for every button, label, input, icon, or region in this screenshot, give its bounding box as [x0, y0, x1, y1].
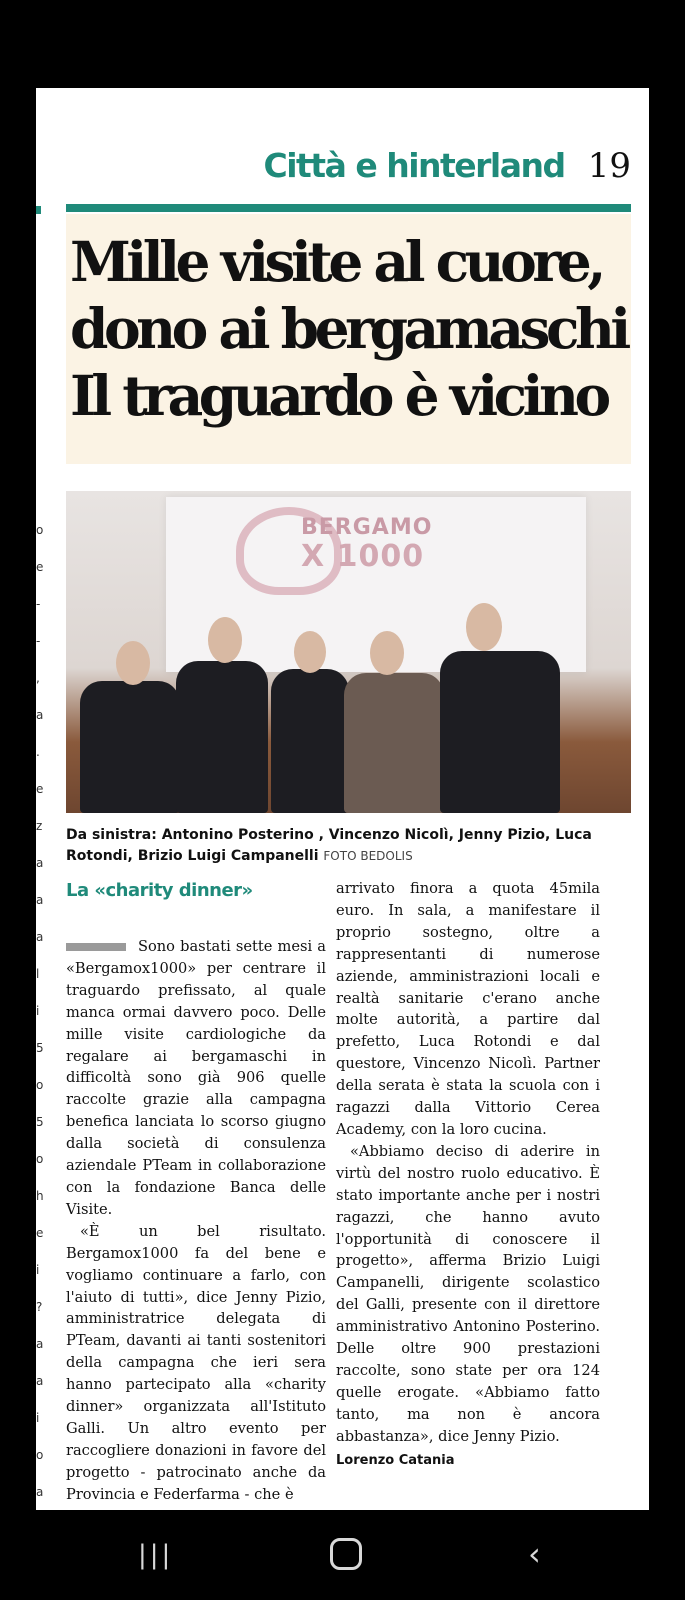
lead-bar	[66, 943, 126, 951]
edge-glyph: a	[36, 856, 44, 870]
edge-glyph: ,	[36, 671, 40, 685]
edge-glyph: l	[36, 967, 40, 981]
edge-glyph: h	[36, 1189, 44, 1203]
headline	[70, 228, 631, 429]
person-5	[440, 651, 560, 813]
section-name: Città e hinterland	[263, 146, 565, 185]
edge-glyph: o	[36, 1152, 44, 1166]
person-4-head	[370, 631, 404, 675]
article-author: Lorenzo Catania	[336, 1452, 455, 1468]
edge-glyph: -	[36, 634, 41, 648]
edge-glyph: a	[36, 930, 44, 944]
article-paragraph: «È un bel risultato. Bergamox1000 fa del bene e vogliamo continuare a farlo, con l'aiuto di tutti», dice Jenny Pizio, amministratrice delegata di PTeam, davanti ai tanti sostenitori della campagna che ieri sera hanno partecipato alla «charity dinner» organizzata all'Istituto Galli. Un altro evento per raccogliere donazioni in favore del progetto - patrocinato anche da Provincia e Federfarma - che è	[66, 1222, 326, 1503]
article-paragraph: «Abbiamo deciso di aderire in virtù del nostro ruolo educativo. È stato importante anche per i nostri ragazzi, che hanno avuto l'opportunità di conoscere il progetto», afferma Brizio Luigi Campanelli, dirigente scolastico del Galli, presente con il direttore amministrativo Antonino Posterino. Delle oltre 900 prestazioni raccolte, sono state per ora 124 quelle erogate. «Abbiamo fatto tanto, ma non è ancora abbastanza», dice Jenny Pizio.	[336, 1142, 600, 1445]
screen-logo-line-2: X 1000	[301, 539, 425, 574]
edge-glyph: o	[36, 523, 44, 537]
person-1	[80, 681, 180, 813]
edge-glyph: e	[36, 1226, 44, 1240]
article-paragraph: Sono bastati sette mesi a «Bergamox1000» per centrare il traguardo prefissato, al quale manca ormai davvero poco. Delle mille visite cardiologiche da regalare ai bergamaschi in difficoltà sono già 906 quelle raccolte grazie alla campagna benefica lanciata lo scorso giugno dalla società di consulenza aziendale PTeam in collaborazione con la fondazione Banca delle Visite.	[66, 938, 326, 1218]
edge-glyph: o	[36, 1078, 44, 1092]
edge-glyph: a	[36, 1374, 44, 1388]
section-rule	[66, 204, 631, 212]
page-number: 19	[587, 146, 631, 186]
edge-glyph: e	[36, 782, 44, 796]
edge-glyph: z	[36, 819, 43, 833]
person-4	[344, 673, 444, 813]
article-paragraph: arrivato finora a quota 45mila euro. In sala, a manifestare il proprio sostegno, oltre a rappresentanti di numerose aziende, amministrazioni locali e realtà sanitarie c'erano anche molte autorità, a partire dal prefetto, Luca Rotondi e dal questore, Vincenzo Nicolì. Partner della serata è stata la scuola con i ragazzi dalla Vittorio Cerea Academy, con la loro cucina.	[336, 880, 600, 1138]
headline-box	[66, 214, 631, 464]
edge-glyph: 5	[36, 1115, 44, 1129]
article-column-left	[66, 936, 326, 1506]
adjacent-column-edge	[36, 88, 48, 1510]
screen-logo-line-1: BERGAMO	[301, 515, 433, 540]
article-kicker: La «charity dinner»	[66, 880, 253, 901]
caption-text: Da sinistra: Antonino Posterino , Vincenzo Nicolì, Jenny Pizio, Luca Rotondi, Brizio Luigi Campanelli	[66, 827, 592, 864]
edge-glyph: a	[36, 1337, 44, 1351]
article-photo	[66, 491, 631, 813]
edge-glyph: o	[36, 1448, 44, 1462]
person-1-head	[116, 641, 150, 685]
photo-credit: FOTO BEDOLIS	[323, 849, 413, 863]
edge-glyph: e	[36, 560, 44, 574]
edge-glyph: a	[36, 1485, 44, 1499]
column-marker	[36, 206, 41, 214]
edge-glyph: a	[36, 708, 44, 722]
article-column-right	[336, 878, 600, 1471]
section-header	[66, 146, 631, 186]
person-5-head	[466, 603, 502, 651]
edge-glyph: i	[36, 1263, 40, 1277]
newspaper-page	[36, 88, 649, 1510]
edge-glyph: -	[36, 597, 41, 611]
edge-glyph: i	[36, 1004, 40, 1018]
person-2	[176, 661, 268, 813]
headline-line-2: dono ai bergamaschi	[70, 296, 627, 361]
edge-glyph: 5	[36, 1041, 44, 1055]
back-icon[interactable]: ‹	[528, 1535, 541, 1573]
recent-apps-icon[interactable]: |||	[138, 1540, 174, 1570]
person-3	[271, 669, 349, 813]
headline-line-1: Mille visite al cuore,	[70, 229, 602, 294]
edge-glyph: .	[36, 745, 40, 759]
edge-glyph: a	[36, 893, 44, 907]
person-2-head	[208, 617, 242, 663]
home-icon[interactable]	[330, 1538, 362, 1570]
edge-glyph: i	[36, 1411, 40, 1425]
photo-caption	[66, 825, 631, 867]
edge-glyph: ?	[36, 1300, 43, 1314]
headline-line-3: Il traguardo è vicino	[70, 363, 607, 428]
person-3-head	[294, 631, 326, 673]
